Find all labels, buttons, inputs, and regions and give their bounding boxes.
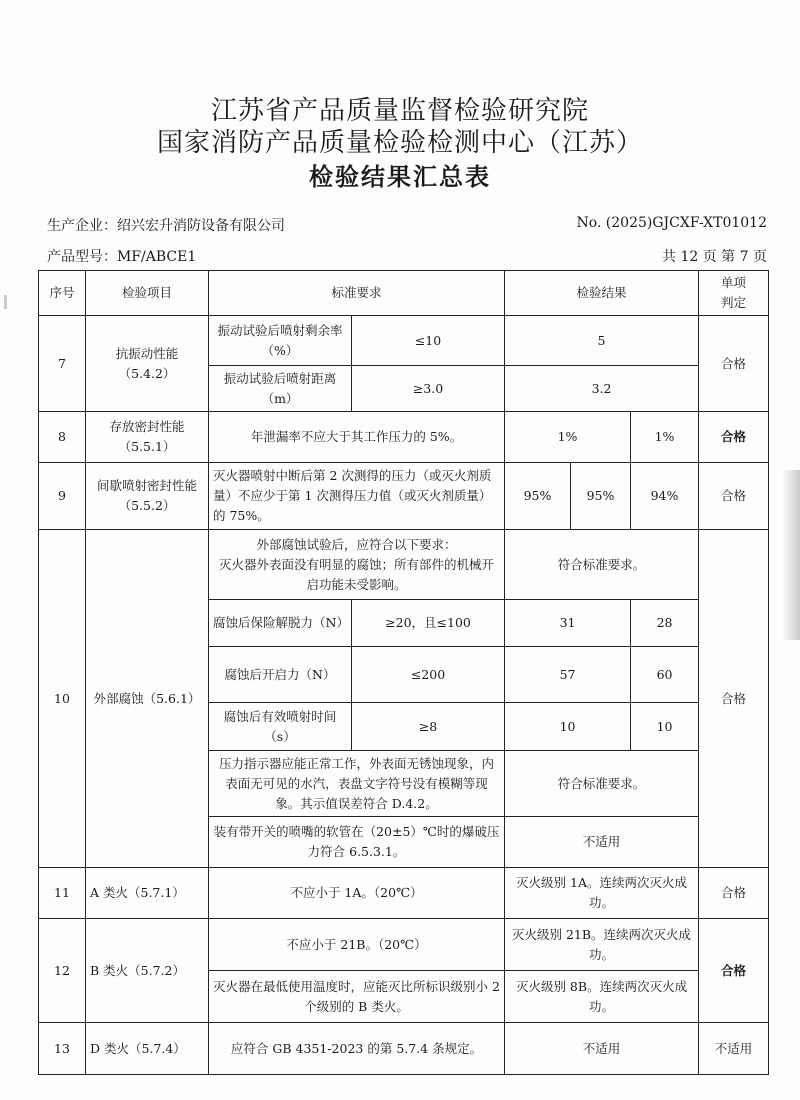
table-row-9 <box>39 463 769 530</box>
row13-item: D 类火（5.7.4） <box>86 1023 209 1075</box>
row10-d-result-2: 10 <box>631 703 699 751</box>
row10-item: 外部腐蚀（5.6.1） <box>86 530 209 868</box>
header-result: 检验结果 <box>505 271 699 316</box>
table-row-12a <box>39 919 769 971</box>
report-number: No. (2025)GJCXF-XT01012 <box>576 215 767 231</box>
row9-seq: 9 <box>39 463 86 530</box>
row10-b-label: 腐蚀后保险解脱力（N） <box>209 600 352 647</box>
row11-standard: 不应小于 1A。（20℃） <box>209 868 505 919</box>
row10-c-label: 腐蚀后开启力（N） <box>209 647 352 703</box>
row8-item: 存放密封性能 （5.5.1） <box>86 412 209 463</box>
row7-a-standard: ≤10 <box>352 316 505 366</box>
header-item: 检验项目 <box>86 271 209 316</box>
model-label: 产品型号：MF/ABCE1 <box>47 249 197 265</box>
row10-c-standard: ≤200 <box>352 647 505 703</box>
header-seq: 序号 <box>39 271 86 316</box>
row9-verdict: 合格 <box>699 463 769 530</box>
row10-c-result-1: 57 <box>505 647 631 703</box>
scan-edge-shadow <box>782 470 800 640</box>
row10-f-standard: 装有带开关的喷嘴的软管在（20±5）℃时的爆破压力符合 6.5.3.1。 <box>209 817 505 868</box>
row7-b-standard: ≥3.0 <box>352 366 505 412</box>
row8-result-2: 1% <box>631 412 699 463</box>
row7-b-result: 3.2 <box>505 366 699 412</box>
row13-result: 不适用 <box>505 1023 699 1075</box>
row8-result-1: 1% <box>505 412 631 463</box>
row12-a-result: 灭火级别 21B。连续两次灭火成功。 <box>505 919 699 971</box>
row10-a-standard: 外部腐蚀试验后，应符合以下要求： 灭火器外表面没有明显的腐蚀；所有部件的机械开启功能未受影响。 <box>209 530 505 600</box>
row10-seq: 10 <box>39 530 86 868</box>
row7-a-label: 振动试验后喷射剩余率（%） <box>209 316 352 366</box>
row8-seq: 8 <box>39 412 86 463</box>
table-row-7a <box>39 316 769 366</box>
row13-seq: 13 <box>39 1023 86 1075</box>
company-label: 生产企业：绍兴宏升消防设备有限公司 <box>47 218 285 234</box>
row12-a-standard: 不应小于 21B。（20℃） <box>209 919 505 971</box>
header-standard: 标准要求 <box>209 271 505 316</box>
report-header <box>0 95 800 195</box>
row12-item: B 类火（5.7.2） <box>86 919 209 1023</box>
scan-mark <box>4 295 7 309</box>
row10-d-result-1: 10 <box>505 703 631 751</box>
report-title: 检验结果汇总表 <box>309 162 491 191</box>
row11-result: 灭火级别 1A。连续两次灭火成功。 <box>505 868 699 919</box>
row11-seq: 11 <box>39 868 86 919</box>
row10-c-result-2: 60 <box>631 647 699 703</box>
row10-b-result-2: 28 <box>631 600 699 647</box>
table-row-8 <box>39 412 769 463</box>
center-name: 国家消防产品质量检验检测中心（江苏） <box>156 128 643 158</box>
table-row-11 <box>39 868 769 919</box>
header-verdict: 单项 判定 <box>699 271 769 316</box>
row11-item: A 类火（5.7.1） <box>86 868 209 919</box>
table-row-10a <box>39 530 769 600</box>
row8-verdict: 合格 <box>699 412 769 463</box>
row10-d-standard: ≥8 <box>352 703 505 751</box>
row12-b-standard: 灭火器在最低使用温度时，应能灭比所标识级别小 2 个级别的 B 类火。 <box>209 971 505 1023</box>
table-row-13 <box>39 1023 769 1075</box>
row10-d-label: 腐蚀后有效喷射时间（s） <box>209 703 352 751</box>
table-header-row <box>39 271 769 316</box>
row12-verdict: 合格 <box>699 919 769 1023</box>
results-table <box>38 270 769 1075</box>
row11-verdict: 合格 <box>699 868 769 919</box>
meta-row-company <box>47 215 767 235</box>
row9-result-3: 94% <box>631 463 699 530</box>
institute-name: 江苏省产品质量监督检验研究院 <box>210 96 589 126</box>
row8-standard: 年泄漏率不应大于其工作压力的 5%。 <box>209 412 505 463</box>
row9-result-2: 95% <box>571 463 631 530</box>
row9-item: 间歇喷射密封性能（5.5.2） <box>86 463 209 530</box>
row12-b-result: 灭火级别 8B。连续两次灭火成功。 <box>505 971 699 1023</box>
row10-b-result-1: 31 <box>505 600 631 647</box>
row13-standard: 应符合 GB 4351-2023 的第 5.7.4 条规定。 <box>209 1023 505 1075</box>
page-info: 共 12 页 第 7 页 <box>662 249 767 265</box>
row7-b-label: 振动试验后喷射距离（m） <box>209 366 352 412</box>
row13-verdict: 不适用 <box>699 1023 769 1075</box>
row7-seq: 7 <box>39 316 86 412</box>
row10-a-result: 符合标准要求。 <box>505 530 699 600</box>
row10-verdict: 合格 <box>699 530 769 868</box>
row9-result-1: 95% <box>505 463 571 530</box>
row9-standard: 灭火器喷射中断后第 2 次测得的压力（或灭火剂质量）不应少于第 1 次测得压力值（或灭火剂质量）的 75%。 <box>209 463 505 530</box>
row7-verdict: 合格 <box>699 316 769 412</box>
row7-item: 抗振动性能 （5.4.2） <box>86 316 209 412</box>
row10-f-result: 不适用 <box>505 817 699 868</box>
row12-seq: 12 <box>39 919 86 1023</box>
row10-b-standard: ≥20，且≤100 <box>352 600 505 647</box>
meta-row-model <box>47 246 767 266</box>
row10-e-result: 符合标准要求。 <box>505 751 699 817</box>
row10-e-standard: 压力指示器应能正常工作，外表面无锈蚀现象，内表面无可见的水汽，表盘文字符号没有模糊等现象。其示值误差符合 D.4.2。 <box>209 751 505 817</box>
row7-a-result: 5 <box>505 316 699 366</box>
